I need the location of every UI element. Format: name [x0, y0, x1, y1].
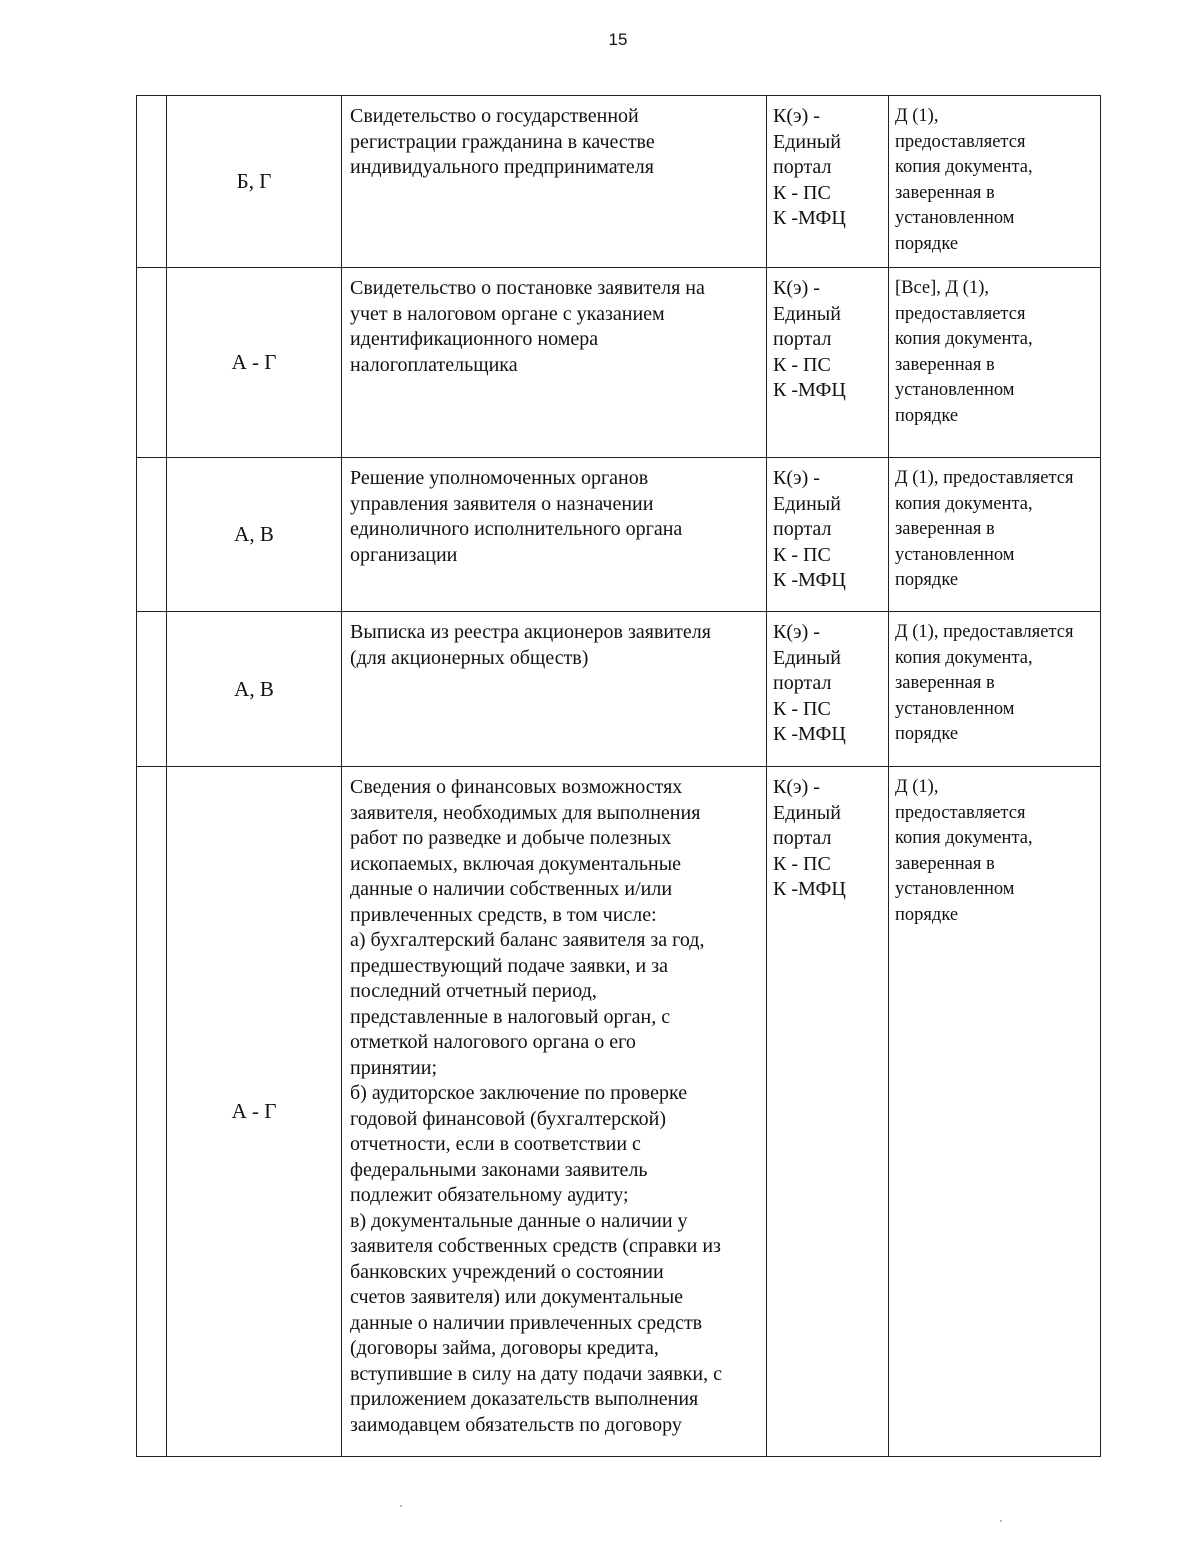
scan-speck [1000, 1520, 1002, 1522]
submission-method-line: портал [773, 672, 832, 694]
applicant-category-cell: А, В [167, 458, 342, 612]
applicant-category-cell: А - Г [167, 767, 342, 1457]
submission-condition-line: копия документа, [895, 493, 1033, 514]
submission-condition-line: установленном [895, 208, 1015, 228]
submission-method-line: Единый [773, 801, 841, 824]
table-row [137, 612, 1101, 767]
submission-method-cell [767, 767, 889, 1457]
applicant-category-cell: А, В [167, 612, 342, 767]
submission-method-line: портал [773, 328, 832, 350]
submission-condition-cell [889, 612, 1101, 767]
submission-method-line: Единый [773, 646, 841, 669]
submission-method-line: К(э) - [773, 277, 820, 299]
table-row [137, 268, 1101, 458]
document-description-line: Выписка из реестра акционеров заявителя [350, 621, 711, 643]
document-description-line: Сведения о финансовых возможностях [350, 776, 683, 798]
document-description-line: последний отчетный период, [350, 980, 597, 1002]
submission-method-line: Единый [773, 130, 841, 153]
row-margin-cell [137, 612, 167, 767]
submission-method-cell [767, 268, 889, 458]
submission-condition-cell [889, 767, 1101, 1457]
submission-condition-line: Д (1), [895, 106, 939, 126]
submission-condition-line: установленном [895, 698, 1015, 719]
submission-method-line: К -МФЦ [773, 723, 846, 745]
submission-condition-line: заверенная в [895, 182, 995, 203]
document-description-line: в) документальные данные о наличии у [350, 1209, 688, 1232]
submission-method-line: К -МФЦ [773, 569, 846, 591]
submission-method-line: портал [773, 156, 832, 178]
document-description-line: (для акционерных обществ) [350, 646, 589, 669]
submission-method-line: Единый [773, 492, 841, 515]
document-description-line: управления заявителя о назначении [350, 492, 654, 515]
submission-condition-line: порядке [895, 233, 959, 254]
submission-condition-line: копия документа, [895, 828, 1033, 848]
document-description-line: б) аудиторское заключение по проверке [350, 1082, 688, 1104]
document-description-line: предшествующий подаче заявки, и за [350, 954, 669, 977]
submission-method-line: К -МФЦ [773, 207, 846, 229]
document-description-line: федеральными законами заявитель [350, 1158, 648, 1181]
document-description-line: организации [350, 543, 458, 566]
submission-condition-line: установленном [895, 879, 1015, 899]
document-description-line: индивидуального предпринимателя [350, 156, 654, 178]
submission-method-line: К - ПС [773, 353, 831, 376]
document-description-line: идентификационного номера [350, 328, 599, 350]
submission-method-line: К - ПС [773, 543, 831, 566]
document-description-cell [342, 96, 767, 268]
document-description-cell [342, 268, 767, 458]
document-description-line: принятии; [350, 1056, 438, 1079]
submission-condition-line: Д (1), [895, 777, 939, 797]
document-description-line: привлеченных средств, в том числе: [350, 903, 657, 926]
submission-method-line: К - ПС [773, 181, 831, 204]
row-margin-cell [137, 268, 167, 458]
submission-condition-line: порядке [895, 904, 959, 925]
submission-method-line: К(э) - [773, 467, 820, 489]
document-description-line: ископаемых, включая документальные [350, 852, 682, 875]
document-description-line: годовой финансовой (бухгалтерской) [350, 1107, 667, 1130]
document-description-line: подлежит обязательному аудиту; [350, 1184, 629, 1206]
submission-method-cell [767, 96, 889, 268]
submission-method-line: портал [773, 827, 832, 849]
submission-method-line: Единый [773, 302, 841, 325]
submission-condition-line: копия документа, [895, 647, 1033, 668]
document-description-line: Свидетельство о государственной [350, 105, 639, 127]
document-description-line: представленные в налоговый орган, с [350, 1005, 671, 1028]
submission-method-line: К - ПС [773, 697, 831, 720]
submission-condition-line: порядке [895, 405, 959, 426]
document-description-line: отметкой налогового органа о его [350, 1031, 636, 1053]
document-description-line: учет в налоговом органе с указанием [350, 302, 665, 325]
table-row [137, 458, 1101, 612]
submission-condition-line: Д (1), предоставляется [895, 468, 1074, 488]
document-description-line: работ по разведке и добыче полезных [350, 827, 672, 849]
submission-condition-line: установленном [895, 544, 1015, 565]
document-description-line: регистрации гражданина в качестве [350, 130, 655, 153]
document-description-line: заявителя собственных средств (справки из [350, 1235, 721, 1257]
submission-condition-line: копия документа, [895, 329, 1033, 349]
submission-method-line: К - ПС [773, 852, 831, 875]
document-description-line: а) бухгалтерский баланс заявителя за год, [350, 929, 705, 951]
submission-method-line: К -МФЦ [773, 379, 846, 401]
submission-condition-line: предоставляется [895, 131, 1026, 152]
submission-condition-line: [Все], Д (1), [895, 278, 989, 298]
table-row [137, 96, 1101, 268]
documents-table [136, 95, 1101, 1457]
document-description-line: заимодавцем обязательств по договору [350, 1413, 682, 1436]
submission-condition-line: предоставляется [895, 802, 1026, 823]
submission-condition-line: Д (1), предоставляется [895, 622, 1074, 642]
submission-method-line: К -МФЦ [773, 878, 846, 900]
document-description-line: счетов заявителя) или документальные [350, 1286, 684, 1308]
submission-method-line: К(э) - [773, 776, 820, 798]
submission-condition-line: порядке [895, 724, 959, 744]
document-description-line: банковских учреждений о состоянии [350, 1260, 664, 1283]
document-description-line: налогоплательщика [350, 353, 518, 376]
row-margin-cell [137, 96, 167, 268]
scan-speck [400, 1505, 402, 1507]
row-margin-cell [137, 458, 167, 612]
submission-condition-line: заверенная в [895, 853, 995, 874]
applicant-category-cell: А - Г [167, 268, 342, 458]
document-description-cell [342, 612, 767, 767]
submission-condition-line: копия документа, [895, 157, 1033, 177]
submission-method-line: портал [773, 518, 832, 540]
row-margin-cell [137, 767, 167, 1457]
submission-method-cell [767, 612, 889, 767]
document-description-line: заявителя, необходимых для выполнения [350, 801, 701, 824]
applicant-category-cell: Б, Г [167, 96, 342, 268]
document-description-line: вступившие в силу на дату подачи заявки, с [350, 1362, 722, 1385]
document-description-line: Свидетельство о постановке заявителя на [350, 277, 705, 299]
submission-condition-cell [889, 96, 1101, 268]
submission-condition-line: установленном [895, 380, 1015, 400]
submission-condition-line: порядке [895, 570, 959, 590]
submission-method-line: К(э) - [773, 621, 820, 643]
document-description-cell [342, 767, 767, 1457]
document-description-line: приложением доказательств выполнения [350, 1388, 699, 1410]
page-number: 15 [608, 30, 628, 49]
document-description-cell [342, 458, 767, 612]
document-description-line: данные о наличии привлеченных средств [350, 1311, 703, 1334]
submission-condition-line: заверенная в [895, 519, 995, 539]
submission-condition-line: заверенная в [895, 673, 995, 693]
submission-method-line: К(э) - [773, 105, 820, 127]
document-description-line: отчетности, если в соответствии с [350, 1133, 641, 1155]
submission-condition-cell [889, 268, 1101, 458]
document-description-line: Решение уполномоченных органов [350, 467, 649, 489]
table-row [137, 767, 1101, 1457]
submission-condition-cell [889, 458, 1101, 612]
document-description-line: (договоры займа, договоры кредита, [350, 1337, 659, 1359]
document-description-line: единоличного исполнительного органа [350, 518, 683, 540]
submission-method-cell [767, 458, 889, 612]
submission-condition-line: заверенная в [895, 354, 995, 375]
document-description-line: данные о наличии собственных и/или [350, 878, 673, 900]
submission-condition-line: предоставляется [895, 303, 1026, 324]
